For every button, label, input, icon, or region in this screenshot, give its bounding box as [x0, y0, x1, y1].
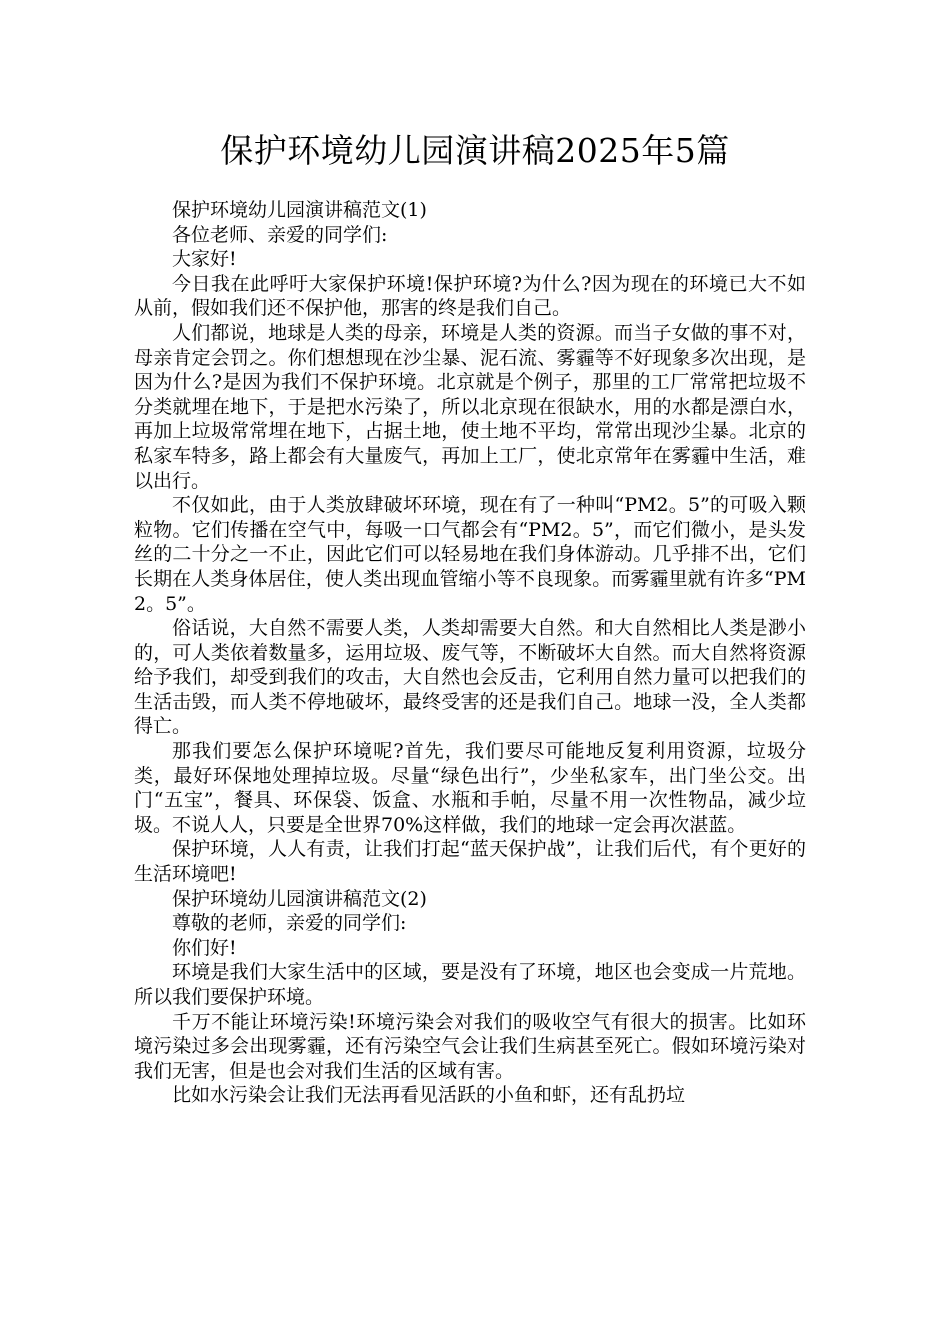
paragraph: 大家好!: [172, 248, 237, 271]
paragraph: 那我们要怎么保护环境呢?首先，我们要尽可能地反复利用资源，垃圾分类，最好环保地处理掉垃圾。尽量“绿色出行”，少坐私家车，出门坐公交。出门“五宝”，餐具、环保袋、饭盒、水瓶和手帕，尽量不用一次性物品，减少垃圾。不说人人，只要是全世界70%这样做，我们的地球一定会再次湛蓝。: [134, 740, 806, 836]
paragraph: 各位老师、亲爱的同学们:: [172, 223, 388, 246]
document-title: 保护环境幼儿园演讲稿2025年5篇: [220, 131, 730, 170]
document-body: [134, 198, 806, 1108]
paragraph: 比如水污染会让我们无法再看见活跃的小鱼和虾，还有乱扔垃: [172, 1084, 686, 1107]
paragraph: 人们都说，地球是人类的母亲，环境是人类的资源。而当子女做的事不对，母亲肯定会罚之。你们想想现在沙尘暴、泥石流、雾霾等不好现象多次出现，是因为什么?是因为我们不保护环境。北京就是个例子，那里的工厂常常把垃圾不分类就埋在地下，于是把水污染了，所以北京现在很缺水，用的水都是漂白水，再加上垃圾常常埋在地下，占据土地，使土地不平均，常常出现沙尘暴。北京的私家车特多，路上都会有大量废气，再加上工厂，使北京常年在雾霾中生活，难以出行。: [134, 321, 806, 492]
paragraph: 千万不能让环境污染!环境污染会对我们的吸收空气有很大的损害。比如环境污染过多会出现雾霾，还有污染空气会让我们生病甚至死亡。假如环境污染对我们无害，但是也会对我们生活的区域有害。: [134, 1010, 806, 1082]
paragraph: 保护环境幼儿园演讲稿范文(2): [172, 887, 427, 910]
paragraph: 不仅如此，由于人类放肆破坏环境，现在有了一种叫“PM2。5”的可吸入颗粒物。它们传播在空气中，每吸一口气都会有“PM2。5”，而它们微小，是头发丝的二十分之一不止，因此它们可以轻易地在我们身体游动。几乎排不出，它们长期在人类身体居住，使人类出现血管缩小等不良现象。而雾霾里就有许多“PM2。5”。: [134, 494, 806, 615]
paragraph: 俗话说，大自然不需要人类，人类却需要大自然。和大自然相比人类是渺小的，可人类依着数量多，运用垃圾、废气等，不断破坏大自然。而大自然将资源给予我们，却受到我们的攻击，大自然也会反击，它利用自然力量可以把我们的生活击毁，而人类不停地破坏，最终受害的还是我们自己。地球一没，全人类都得亡。: [134, 617, 806, 738]
paragraph: 保护环境幼儿园演讲稿范文(1): [172, 199, 427, 221]
paragraph: 你们好!: [172, 936, 237, 959]
paragraph: 环境是我们大家生活中的区域，要是没有了环境，地区也会变成一片荒地。所以我们要保护环境。: [134, 961, 806, 1008]
paragraph: 今日我在此呼吁大家保护环境!保护环境?为什么?因为现在的环境已大不如从前，假如我们还不保护他，那害的终是我们自己。: [134, 272, 806, 320]
paragraph: 保护环境，人人有责，让我们打起“蓝天保护战”，让我们后代，有个更好的生活环境吧!: [134, 838, 806, 886]
paragraph: 尊敬的老师，亲爱的同学们:: [172, 912, 407, 935]
